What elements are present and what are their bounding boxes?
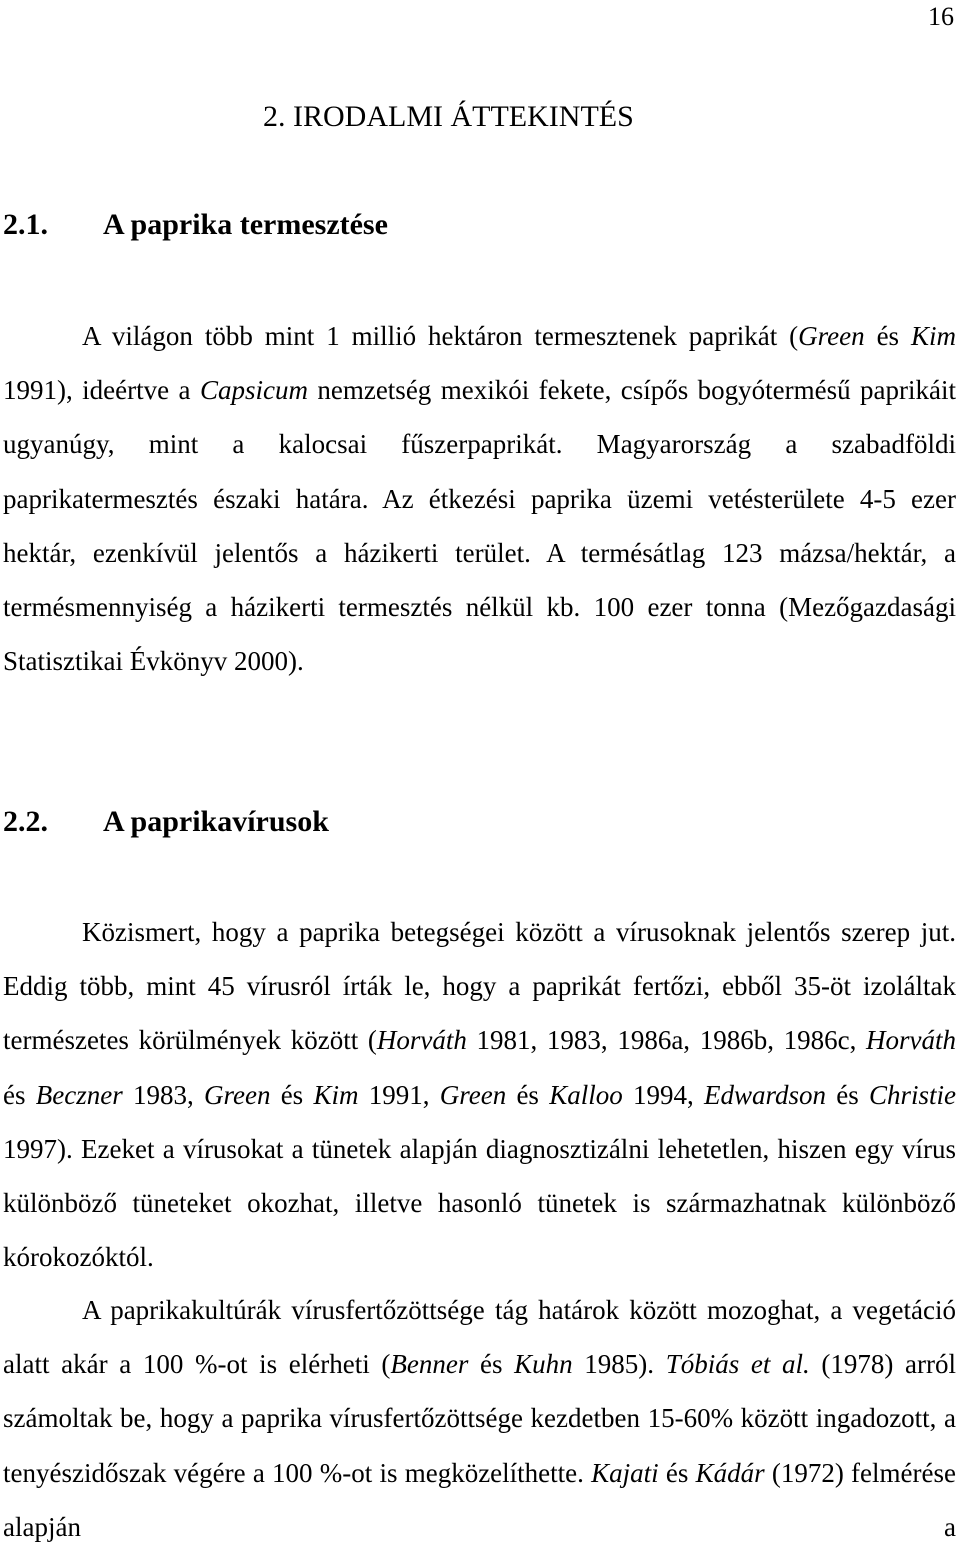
section-number: 2.2. bbox=[3, 805, 48, 838]
paragraph-virus-infection-rate: A paprikakultúrák vírusfertőzöttsége tág határok között mozoghat, a vegetáció alatt akár a 100 %-ot is elérheti (Benner és Kuhn 1985). Tóbiás et al. (1978) arról számoltak be, hogy a paprika vírusfertőzöttsége kezdetben 15-60% között ingadozott, a tenyészidőszak végére a 100 %-ot is megközelíthette. Kajati és Kádár (1972) felmérése alapján a bbox=[3, 1295, 957, 1542]
section-heading-2-1 bbox=[3, 206, 388, 244]
page-number: 16 bbox=[928, 2, 954, 31]
chapter-title: 2. IRODALMI ÁTTEKINTÉS bbox=[263, 100, 634, 133]
paragraph-paprika-viruses: Közismert, hogy a paprika betegségei között a vírusoknak jelentős szerep jut. Eddig több, mint 45 vírusról írták le, hogy a paprikát fertőzi, ebből 35-öt izoláltak természetes körülmények között (Horváth 1981, 1983, 1986a, 1986b, 1986c, Horváth és Beczner 1983, Green és Kim 1991, Green és Kalloo 1994, Edwardson és Christie 1997). Ezeket a vírusokat a tünetek alapján diagnosztizálni lehetetlen, hiszen egy vírus különböző tüneteket okozhat, illetve hasonló tünetek is származhatnak különböző kórokozóktól. bbox=[3, 917, 956, 1273]
paragraph-paprika-cultivation: A világon több mint 1 millió hektáron termesztenek paprikát (Green és Kim 1991), ideértve a Capsicum nemzetség mexikói fekete, csípős bogyótermésű paprikáit ugyanúgy, mint a kalocsai fűszerpaprikát. Magyarország a szabadföldi paprikatermesztés északi határa. Az étkezési paprika üzemi vetésterülete 4-5 ezer hektár, ezenkívül jelentős a házikerti terület. A termésátlag 123 mázsa/hektár, a termésmennyiség a házikerti termesztés nélkül kb. 100 ezer tonna (Mezőgazdasági Statisztikai Évkönyv 2000). bbox=[3, 321, 957, 677]
section-heading-2-2 bbox=[3, 803, 329, 841]
section-number: 2.1. bbox=[3, 208, 48, 241]
section-title: A paprikavírusok bbox=[103, 805, 329, 838]
section-title: A paprika termesztése bbox=[103, 208, 388, 241]
